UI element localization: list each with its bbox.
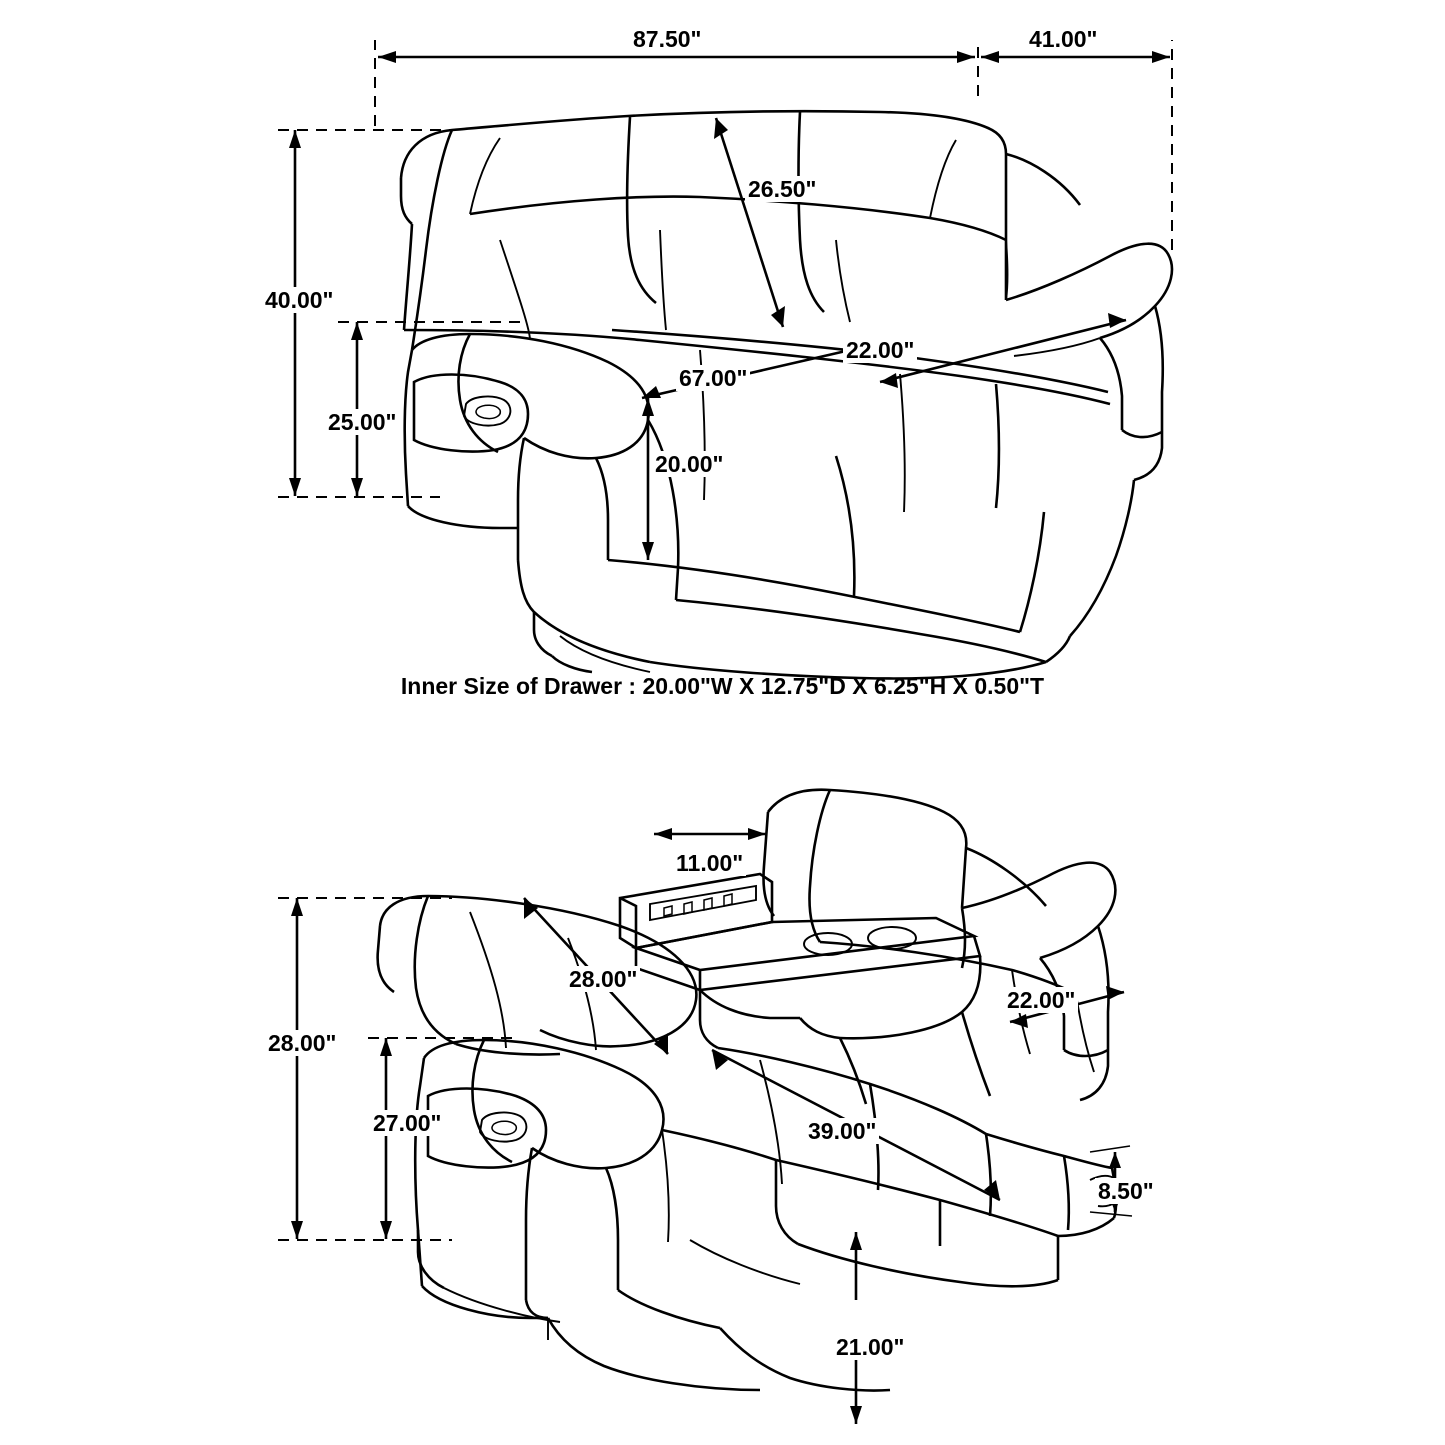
dim-reclined-seat-height: 21.00" xyxy=(833,1334,907,1360)
dim-reclined-seat-depth: 22.00" xyxy=(1004,987,1078,1013)
dim-arm-height: 25.00" xyxy=(325,409,399,435)
dim-console-width: 11.00" xyxy=(673,850,746,876)
dim-seat-back-height: 26.50" xyxy=(745,176,819,202)
dim-seat-width: 67.00" xyxy=(676,365,750,391)
top-view-dimension-lines xyxy=(278,40,1172,560)
dim-reclined-extension: 39.00" xyxy=(805,1118,879,1144)
dim-back-cushion-depth: 28.00" xyxy=(566,966,640,992)
dim-seat-height: 20.00" xyxy=(652,451,726,477)
dim-footrest-height: 8.50" xyxy=(1095,1178,1157,1204)
sofa-reclined-illustration xyxy=(378,790,1121,1391)
dim-overall-height: 40.00" xyxy=(262,287,336,313)
dim-overall-depth: 41.00" xyxy=(1026,26,1100,52)
dim-reclined-height: 28.00" xyxy=(265,1030,339,1056)
dim-overall-width: 87.50" xyxy=(630,26,704,52)
drawer-size-note: Inner Size of Drawer : 20.00"W X 12.75"D X 6.25"H X 0.50"T xyxy=(400,673,1045,699)
dim-reclined-arm-height: 27.00" xyxy=(370,1110,444,1136)
dim-seat-depth: 22.00" xyxy=(843,337,917,363)
